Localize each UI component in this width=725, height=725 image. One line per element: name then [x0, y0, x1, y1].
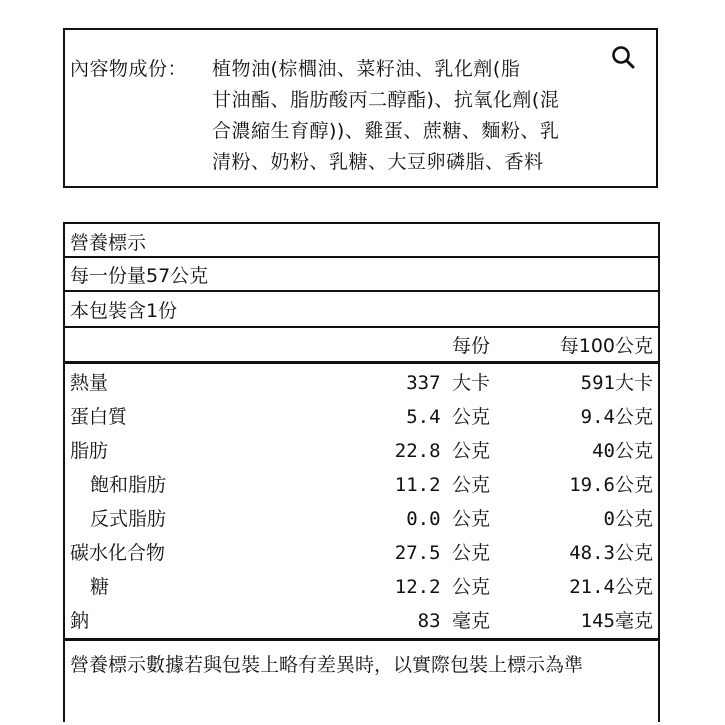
- search-button[interactable]: [608, 44, 638, 74]
- serving-size: 每一份量57公克: [70, 264, 209, 287]
- nutrient-name: 飽和脂肪: [90, 473, 167, 496]
- per-100g-value: 48.3公克: [569, 541, 653, 564]
- serving-size-row: [65, 258, 658, 290]
- per-serving-value: 12.2 公克: [394, 575, 490, 598]
- ingredients-list: [212, 54, 640, 178]
- col-per-100g: 每100公克: [559, 335, 653, 357]
- per-100g-value: 0公克: [603, 507, 653, 530]
- per-100g-value: 591大卡: [580, 371, 653, 394]
- ingredients-line: 甘油酯、脂肪酸丙二醇酯)、抗氧化劑(混: [212, 89, 560, 111]
- table-row: [65, 432, 658, 466]
- nutrition-title: 營養標示: [70, 231, 147, 254]
- nutrient-name: 鈉: [70, 609, 90, 632]
- per-100g-value: 40公克: [592, 439, 653, 462]
- nutrition-table: [63, 222, 660, 722]
- per-serving-value: 22.8 公克: [394, 439, 490, 462]
- servings-row: [65, 292, 658, 326]
- per-serving-value: 337 大卡: [406, 371, 490, 394]
- nutrition-title-row: [65, 226, 658, 256]
- per-serving-value: 0.0 公克: [406, 507, 490, 530]
- per-serving-value: 27.5 公克: [394, 541, 490, 564]
- table-row: [65, 466, 658, 500]
- table-row: [65, 602, 658, 636]
- column-header-row: [65, 328, 658, 361]
- servings-per-package: 本包裝含1份: [70, 299, 178, 322]
- per-100g-value: 9.4公克: [580, 405, 653, 428]
- ingredients-line: 清粉、奶粉、乳糖、大豆卵磷脂、香料: [212, 151, 544, 173]
- table-row: [65, 534, 658, 568]
- per-100g-value: 145毫克: [580, 609, 653, 632]
- per-100g-value: 19.6公克: [569, 473, 653, 496]
- nutrient-name: 糖: [90, 575, 110, 598]
- nutrient-name: 碳水化合物: [70, 541, 166, 564]
- table-row: [65, 568, 658, 602]
- nutrient-name: 反式脂肪: [90, 507, 167, 530]
- table-row: [65, 364, 658, 398]
- ingredients-line: 植物油(棕櫚油、菜籽油、乳化劑(脂: [212, 58, 521, 80]
- nutrition-footnote: 營養標示數據若與包裝上略有差異時，以實際包裝上標示為準: [70, 654, 584, 676]
- per-100g-value: 21.4公克: [569, 575, 653, 598]
- table-row: [65, 500, 658, 534]
- nutrient-name: 蛋白質: [70, 405, 128, 428]
- table-row: [65, 398, 658, 432]
- per-serving-value: 11.2 公克: [394, 473, 490, 496]
- ingredients-label: 內容物成份：: [70, 58, 188, 80]
- search-icon: [610, 44, 636, 74]
- per-serving-value: 5.4 公克: [406, 405, 490, 428]
- ingredients-line: 合濃縮生育醇))、雞蛋、蔗糖、麵粉、乳: [212, 120, 560, 142]
- ingredients-box: [63, 28, 658, 188]
- ingredients-text: [70, 54, 655, 178]
- col-per-serving: 每份: [451, 335, 490, 357]
- nutrient-name: 熱量: [70, 371, 109, 394]
- per-serving-value: 83 毫克: [417, 609, 490, 632]
- nutrient-name: 脂肪: [70, 439, 109, 462]
